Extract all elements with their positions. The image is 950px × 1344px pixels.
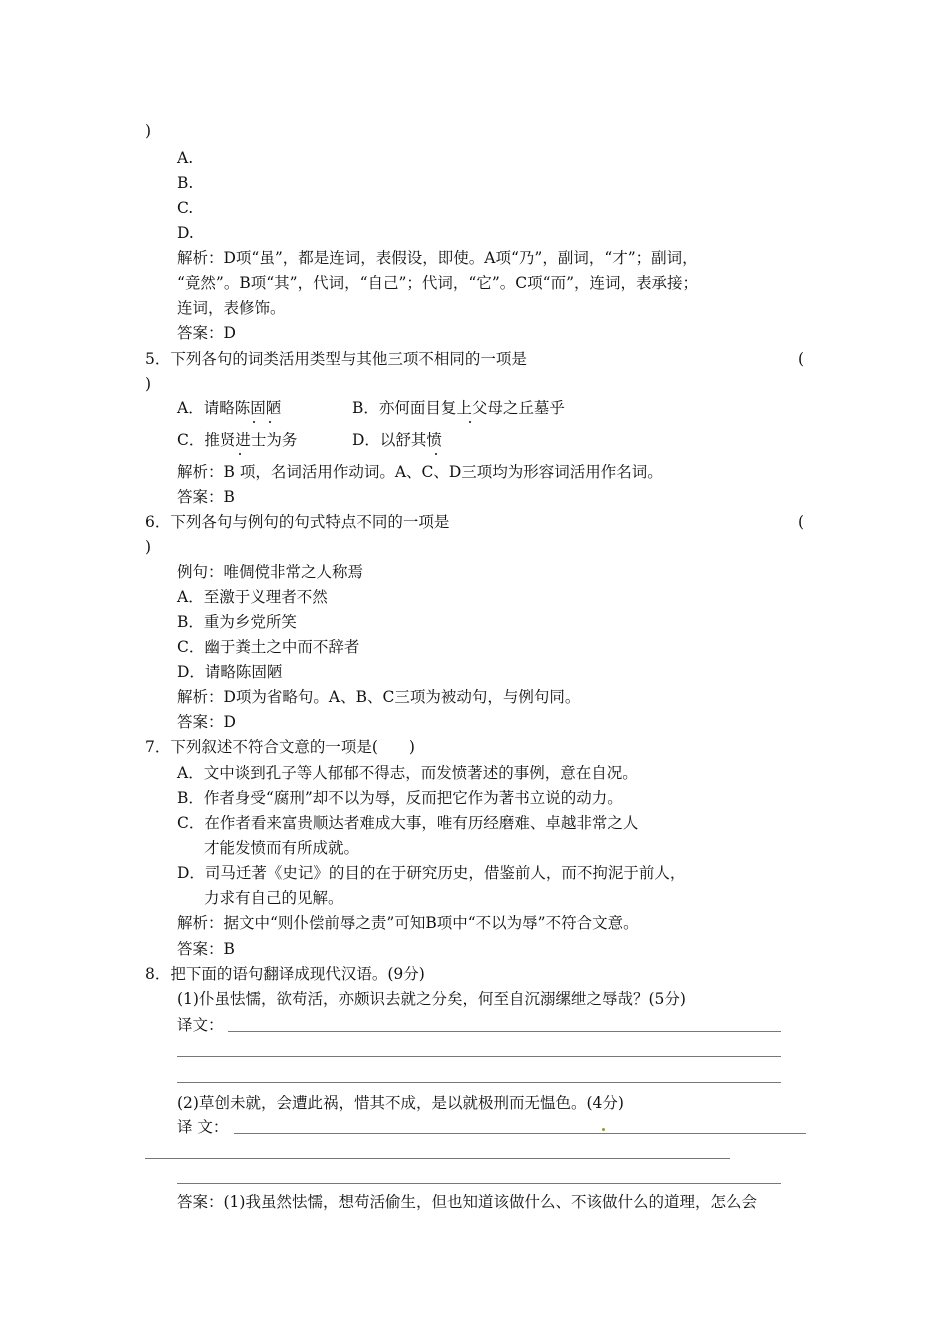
answer-line: [145, 1158, 730, 1159]
q7-answer: 答案：B: [177, 940, 235, 958]
q7-option-a: A．文中谈到孔子等人郁郁不得志，而发愤著述的事例，意在自况。: [177, 764, 638, 782]
q5-stem: 5．下列各句的词类活用类型与其他三项不相同的一项是: [145, 350, 527, 368]
q5-option-c: C．推贤进士为务: [177, 431, 298, 449]
q5-option-b: B．亦何面目复上父母之丘墓乎: [352, 399, 565, 417]
q8-translation-label-1: 译文：: [177, 1016, 224, 1034]
q6-option-d: D．请略陈固陋: [177, 663, 283, 681]
q6-paren-open: (: [798, 513, 805, 531]
answer-line: [177, 1183, 781, 1184]
stray-mark: [602, 1128, 605, 1131]
q5-analysis: 解析：B 项，名词活用作动词。A、C、D三项均为形容词活用作名词。: [177, 463, 663, 481]
q6-option-a: A．至激于义理者不然: [177, 588, 328, 606]
q7-option-d-cont: 力求有自己的见解。: [204, 889, 344, 907]
q4-option-a: A.: [177, 149, 194, 167]
answer-line: [177, 1056, 781, 1057]
answer-line: [234, 1133, 806, 1134]
q5-option-d: D．以舒其愤: [352, 431, 442, 449]
q8-sentence-1: (1)仆虽怯懦，欲苟活，亦颇识去就之分矣，何至自沉溺缧绁之辱哉？(5分): [177, 990, 686, 1008]
q7-option-b: B．作者身受“腐刑”却不以为辱，反而把它作为著书立说的动力。: [177, 789, 623, 807]
q6-stem: 6．下列各句与例句的句式特点不同的一项是: [145, 513, 450, 531]
q4-analysis-line-3: 连词，表修饰。: [177, 299, 286, 317]
q7-option-c-cont: 才能发愤而有所成就。: [204, 839, 360, 857]
q7-option-d: D．司马迁著《史记》的目的在于研究历史，借鉴前人，而不拘泥于前人，: [177, 864, 686, 882]
q6-example: 例句：唯倜傥非常之人称焉: [177, 563, 364, 581]
emphasis-dot: [435, 453, 437, 455]
answer-line: [177, 1082, 781, 1083]
q8-answer: 答案：(1)我虽然怯懦，想苟活偷生，但也知道该做什么、不该做什么的道理，怎么会: [177, 1193, 757, 1211]
q4-analysis-line-1: 解析：D项“虽”，都是连词，表假设，即使。A项“乃”，副词，“才”；副词，: [177, 249, 698, 267]
emphasis-dot: [269, 421, 271, 423]
q6-option-c: C．幽于粪土之中而不辞者: [177, 638, 360, 656]
q5-option-a: A．请略陈固陋: [177, 399, 282, 417]
q8-stem: 8．把下面的语句翻译成现代汉语。(9分): [145, 965, 425, 983]
q6-option-b: B．重为乡党所笑: [177, 613, 297, 631]
emphasis-dot: [469, 421, 471, 423]
emphasis-dot: [253, 421, 255, 423]
q8-sentence-2: (2)草创未就，会遭此祸，惜其不成，是以就极刑而无愠色。(4分): [177, 1094, 624, 1112]
q4-option-d: D.: [177, 224, 194, 242]
q6-answer: 答案：D: [177, 713, 236, 731]
q8-translation-label-2: 译 文：: [177, 1118, 229, 1136]
q7-analysis: 解析：据文中“则仆偿前辱之责”可知B项中“不以为辱”不符合文意。: [177, 914, 639, 932]
q4-paren-close: ): [145, 122, 152, 140]
q6-paren-close: ): [145, 538, 152, 556]
answer-line: [228, 1031, 781, 1032]
q4-option-b: B.: [177, 174, 194, 192]
q5-paren-open: (: [798, 350, 805, 368]
q4-option-c: C.: [177, 199, 194, 217]
q5-paren-close: ): [145, 375, 152, 393]
emphasis-dot: [239, 453, 241, 455]
q6-analysis: 解析：D项为省略句。A、B、C三项为被动句，与例句同。: [177, 688, 581, 706]
q4-analysis-line-2: “竟然”。B项“其”，代词，“自己”；代词，“它”。C项“而”，连词，表承接；: [177, 274, 698, 292]
q7-option-c: C．在作者看来富贵顺达者难成大事，唯有历经磨难、卓越非常之人: [177, 814, 639, 832]
q7-stem: 7．下列叙述不符合文意的一项是( ): [145, 738, 415, 756]
q4-answer: 答案：D: [177, 324, 236, 342]
q5-answer: 答案：B: [177, 488, 235, 506]
